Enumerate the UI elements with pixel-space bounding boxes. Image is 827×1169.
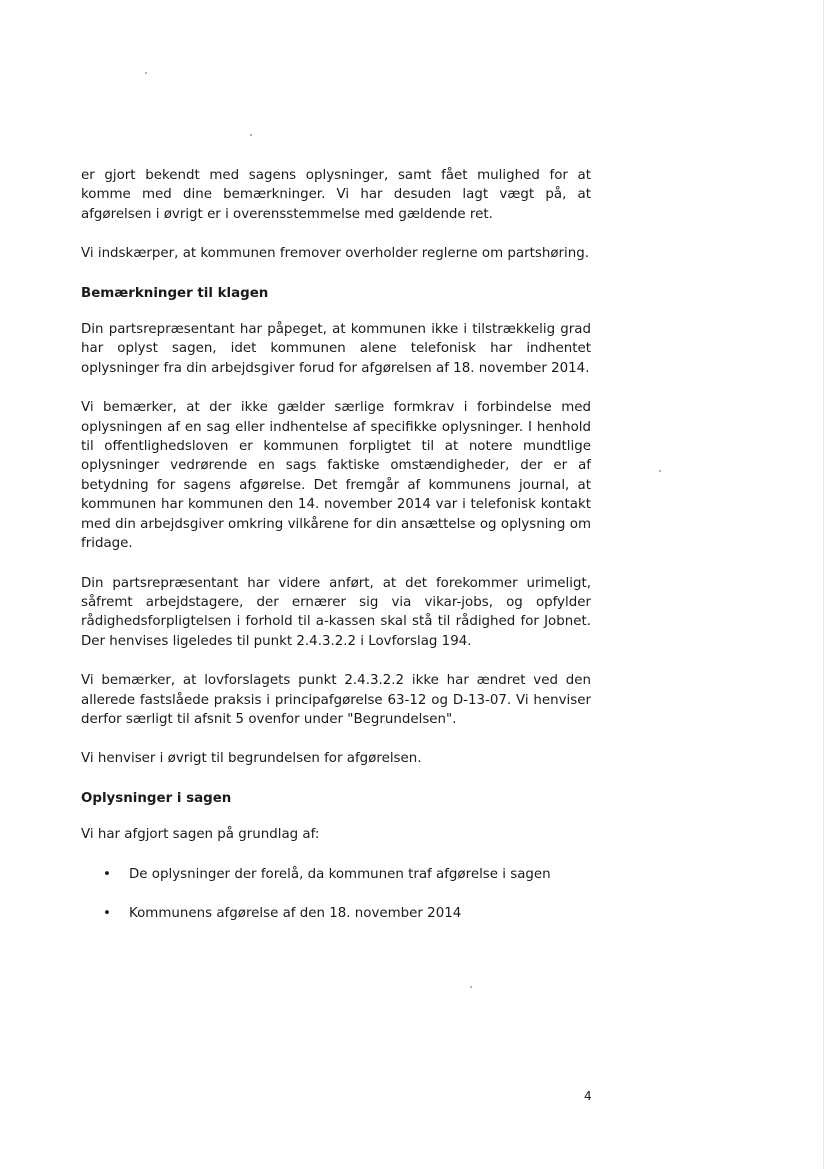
page-number: 4 xyxy=(584,1089,592,1103)
list-item-text: Kommunens afgørelse af den 18. november 2014 xyxy=(129,905,462,921)
bullet-icon: • xyxy=(103,905,111,921)
scan-speck xyxy=(145,72,147,74)
bullet-list xyxy=(81,865,591,924)
list-item xyxy=(81,904,591,923)
paragraph: Vi bemærker, at der ikke gælder særlige formkrav i forbindelse med oplysningen af en sag eller indhentelse af specifikke oplysninger. I henhold til offentlighedsloven er kommunen forpligtet til at notere mundtlige oplysninger vedrørende en sags faktiske omstændigheder, der er af betydning for sagens afgørelse. Det fremgår af kommunens journal, at kommunen har kommunen den 14. november 2014 var i telefonisk kontakt med din arbejdsgiver omkring vilkårene for din ansættelse og oplysning om fridage. xyxy=(81,400,591,552)
paragraph: Din partsrepræsentant har påpeget, at kommunen ikke i tilstrækkelig grad har oplyst sagen, idet kommunen alene telefonisk har indhentet oplysninger fra din arbejdsgiver forud for afgørelsen af 18. november 2014. xyxy=(81,322,591,376)
bullet-icon: • xyxy=(103,866,111,882)
scan-speck xyxy=(250,134,252,136)
paragraph: er gjort bekendt med sagens oplysninger, samt fået mulighed for at komme med dine bemærkninger. Vi har desuden lagt vægt på, at afgørelsen i øvrigt er i overensstemmelse med gældende ret. xyxy=(81,168,591,222)
scan-speck xyxy=(659,470,661,472)
list-item-text: De oplysninger der forelå, da kommunen traf afgørelse i sagen xyxy=(129,866,551,882)
section-heading: Oplysninger i sagen xyxy=(81,790,232,806)
paragraph: Din partsrepræsentant har videre anført, at det forekommer urimeligt, såfremt arbejdstagere, der ernærer sig via vikar-jobs, og opfylder rådighedsforpligtelsen i forhold til a-kassen skal stå til rådighed for Jobnet. Der henvises ligeledes til punkt 2.4.3.2.2 i Lovforslag 194. xyxy=(81,575,591,649)
document-body xyxy=(81,166,591,943)
paragraph: Vi har afgjort sagen på grundlag af: xyxy=(81,827,320,843)
scan-speck xyxy=(470,986,472,988)
paragraph: Vi bemærker, at lovforslagets punkt 2.4.3.2.2 ikke har ændret ved den allerede fastslåede praksis i principafgørelse 63-12 og D-13-07. Vi henviser derfor særligt til afsnit 5 ovenfor under "Begrundelsen". xyxy=(81,673,591,727)
section-heading: Bemærkninger til klagen xyxy=(81,285,269,301)
page-edge xyxy=(823,0,824,1169)
paragraph: Vi henviser i øvrigt til begrundelsen for afgørelsen. xyxy=(81,751,422,767)
list-item xyxy=(81,865,591,884)
paragraph: Vi indskærper, at kommunen fremover overholder reglerne om partshøring. xyxy=(81,246,590,262)
